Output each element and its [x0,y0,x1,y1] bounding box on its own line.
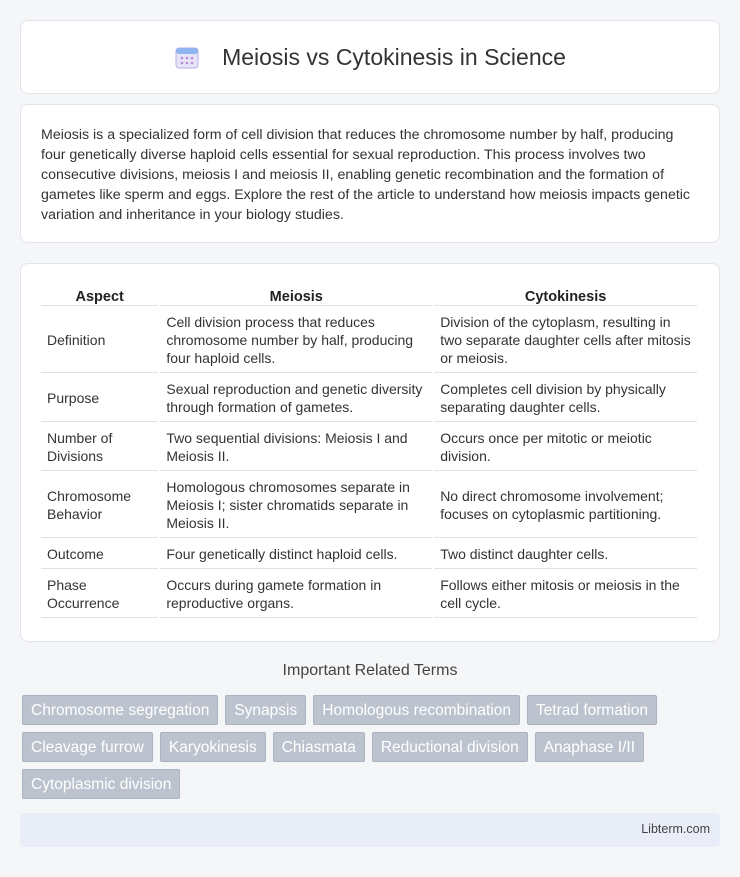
table-cell-aspect: Definition [41,308,158,373]
tag-cleavage-furrow[interactable]: Cleavage furrow [22,732,153,762]
header-card [20,20,720,94]
tag-chromosome-segregation[interactable]: Chromosome segregation [22,695,218,725]
table-row [41,424,697,471]
table-row [41,571,697,618]
table-cell-cytokinesis: Occurs once per mitotic or meiotic division. [434,424,697,471]
tag-synapsis[interactable]: Synapsis [225,695,306,725]
table-cell-aspect: Phase Occurrence [41,571,158,618]
table-header-row [41,286,697,306]
table-row [41,540,697,569]
tag-chiasmata[interactable]: Chiasmata [273,732,365,762]
comparison-table [39,284,699,620]
page-title: Meiosis vs Cytokinesis in Science [222,43,566,70]
table-cell-cytokinesis: Completes cell division by physically separating daughter cells. [434,375,697,422]
table-row [41,308,697,373]
table-cell-meiosis: Homologous chromosomes separate in Meiosis I; sister chromatids separate in Meiosis II. [160,473,432,538]
tag-anaphase[interactable]: Anaphase I/II [535,732,644,762]
table-cell-meiosis: Occurs during gamete formation in reproductive organs. [160,571,432,618]
footer [20,813,720,847]
intro-text: Meiosis is a specialized form of cell division that reduces the chromosome number by half, producing four genetically diverse haploid cells essential for sexual reproduction. This process involves two consecutive divisions, meiosis I and meiosis II, enabling genetic recombination and the formation of gametes like sperm and eggs. Explore the rest of the article to understand how meiosis impacts genetic variation and inheritance in your biology studies. [41,127,691,223]
comparison-table-card [20,263,720,642]
table-row [41,473,697,538]
column-header-aspect: Aspect [41,286,158,306]
table-cell-meiosis: Four genetically distinct haploid cells. [160,540,432,569]
table-cell-aspect: Outcome [41,540,158,569]
tag-tetrad-formation[interactable]: Tetrad formation [527,695,657,725]
table-cell-aspect: Number of Divisions [41,424,158,471]
related-terms-title: Important Related Terms [282,662,458,679]
calendar-icon [174,44,200,70]
table-cell-cytokinesis: No direct chromosome involvement; focuses on cytoplasmic partitioning. [434,473,697,538]
column-header-cytokinesis: Cytokinesis [434,286,697,306]
table-cell-aspect: Purpose [41,375,158,422]
table-cell-aspect: Chromosome Behavior [41,473,158,538]
tag-homologous-recombination[interactable]: Homologous recombination [313,695,520,725]
table-cell-meiosis: Cell division process that reduces chromosome number by half, producing four haploid cells. [160,308,432,373]
table-cell-cytokinesis: Division of the cytoplasm, resulting in two separate daughter cells after mitosis or meiosis. [434,308,697,373]
table-cell-cytokinesis: Two distinct daughter cells. [434,540,697,569]
tag-cytoplasmic-division[interactable]: Cytoplasmic division [22,769,180,799]
table-row [41,375,697,422]
tag-karyokinesis[interactable]: Karyokinesis [160,732,266,762]
related-terms-tags [22,695,722,806]
table-cell-cytokinesis: Follows either mitosis or meiosis in the cell cycle. [434,571,697,618]
table-cell-meiosis: Two sequential divisions: Meiosis I and Meiosis II. [160,424,432,471]
footer-site-link[interactable]: Libterm.com [641,822,710,836]
tag-reductional-division[interactable]: Reductional division [372,732,528,762]
table-cell-meiosis: Sexual reproduction and genetic diversity through formation of gametes. [160,375,432,422]
intro-card [20,104,720,243]
column-header-meiosis: Meiosis [160,286,432,306]
